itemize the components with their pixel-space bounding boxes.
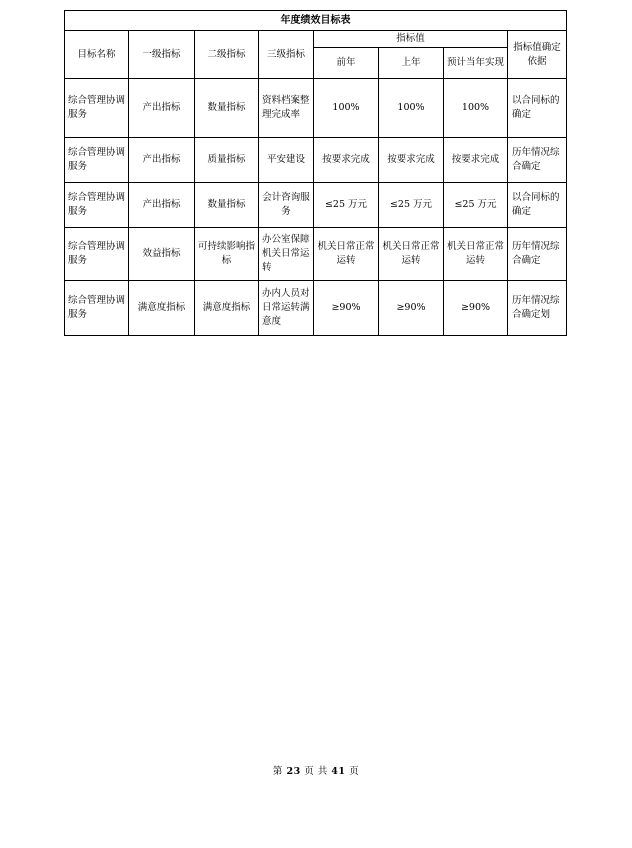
header-basis: 指标值确定依据 bbox=[508, 31, 567, 79]
cell-prev-year: 100% bbox=[314, 79, 379, 138]
cell-last-year: 100% bbox=[379, 79, 444, 138]
cell-target-name: 综合管理协调服务 bbox=[65, 79, 129, 138]
table-row bbox=[65, 79, 567, 138]
cell-level2: 可持续影响指标 bbox=[195, 228, 259, 281]
header-level3: 三级指标 bbox=[259, 31, 314, 79]
cell-last-year: 机关日常正常运转 bbox=[379, 228, 444, 281]
cell-target-name: 综合管理协调服务 bbox=[65, 138, 129, 183]
footer-middle: 页 共 bbox=[304, 766, 328, 777]
page-footer bbox=[0, 763, 632, 777]
cell-level2: 数量指标 bbox=[195, 79, 259, 138]
total-page-count: 41 bbox=[331, 766, 346, 777]
cell-level3: 会计咨询服务 bbox=[259, 183, 314, 228]
cell-expected: ≥90% bbox=[444, 281, 508, 336]
cell-level2: 满意度指标 bbox=[195, 281, 259, 336]
table-row bbox=[65, 183, 567, 228]
performance-target-table bbox=[64, 10, 567, 336]
cell-level1: 满意度指标 bbox=[129, 281, 195, 336]
header-level1: 一级指标 bbox=[129, 31, 195, 79]
cell-target-name: 综合管理协调服务 bbox=[65, 228, 129, 281]
cell-last-year: 按要求完成 bbox=[379, 138, 444, 183]
cell-prev-year: ≤25 万元 bbox=[314, 183, 379, 228]
cell-last-year: ≥90% bbox=[379, 281, 444, 336]
cell-level3: 资料档案整理完成率 bbox=[259, 79, 314, 138]
current-page-number: 23 bbox=[286, 766, 301, 777]
cell-expected: 100% bbox=[444, 79, 508, 138]
cell-prev-year: 按要求完成 bbox=[314, 138, 379, 183]
cell-last-year: ≤25 万元 bbox=[379, 183, 444, 228]
footer-prefix: 第 bbox=[272, 766, 283, 777]
header-target-name: 目标名称 bbox=[65, 31, 129, 79]
header-expected: 预计当年实现 bbox=[444, 48, 508, 79]
cell-expected: ≤25 万元 bbox=[444, 183, 508, 228]
cell-basis: 历年情况综合确定 bbox=[508, 138, 567, 183]
cell-basis: 以合同标的确定 bbox=[508, 183, 567, 228]
cell-level2: 数量指标 bbox=[195, 183, 259, 228]
header-level2: 二级指标 bbox=[195, 31, 259, 79]
cell-level2: 质量指标 bbox=[195, 138, 259, 183]
cell-level1: 产出指标 bbox=[129, 183, 195, 228]
cell-basis: 历年情况综合确定划 bbox=[508, 281, 567, 336]
cell-level3: 办内人员对日常运转满意度 bbox=[259, 281, 314, 336]
cell-expected: 机关日常正常运转 bbox=[444, 228, 508, 281]
cell-level1: 产出指标 bbox=[129, 138, 195, 183]
table-row bbox=[65, 228, 567, 281]
cell-level1: 效益指标 bbox=[129, 228, 195, 281]
cell-expected: 按要求完成 bbox=[444, 138, 508, 183]
cell-prev-year: ≥90% bbox=[314, 281, 379, 336]
table-title: 年度绩效目标表 bbox=[65, 11, 567, 31]
cell-level3: 办公室保障机关日常运转 bbox=[259, 228, 314, 281]
cell-target-name: 综合管理协调服务 bbox=[65, 183, 129, 228]
table-row bbox=[65, 138, 567, 183]
cell-basis: 历年情况综合确定 bbox=[508, 228, 567, 281]
cell-level3: 平安建设 bbox=[259, 138, 314, 183]
cell-level1: 产出指标 bbox=[129, 79, 195, 138]
cell-prev-year: 机关日常正常运转 bbox=[314, 228, 379, 281]
footer-suffix: 页 bbox=[349, 766, 360, 777]
header-prev-year: 前年 bbox=[314, 48, 379, 79]
header-last-year: 上年 bbox=[379, 48, 444, 79]
cell-basis: 以合同标的确定 bbox=[508, 79, 567, 138]
header-indicator-value: 指标值 bbox=[314, 31, 508, 48]
table-row bbox=[65, 281, 567, 336]
cell-target-name: 综合管理协调服务 bbox=[65, 281, 129, 336]
